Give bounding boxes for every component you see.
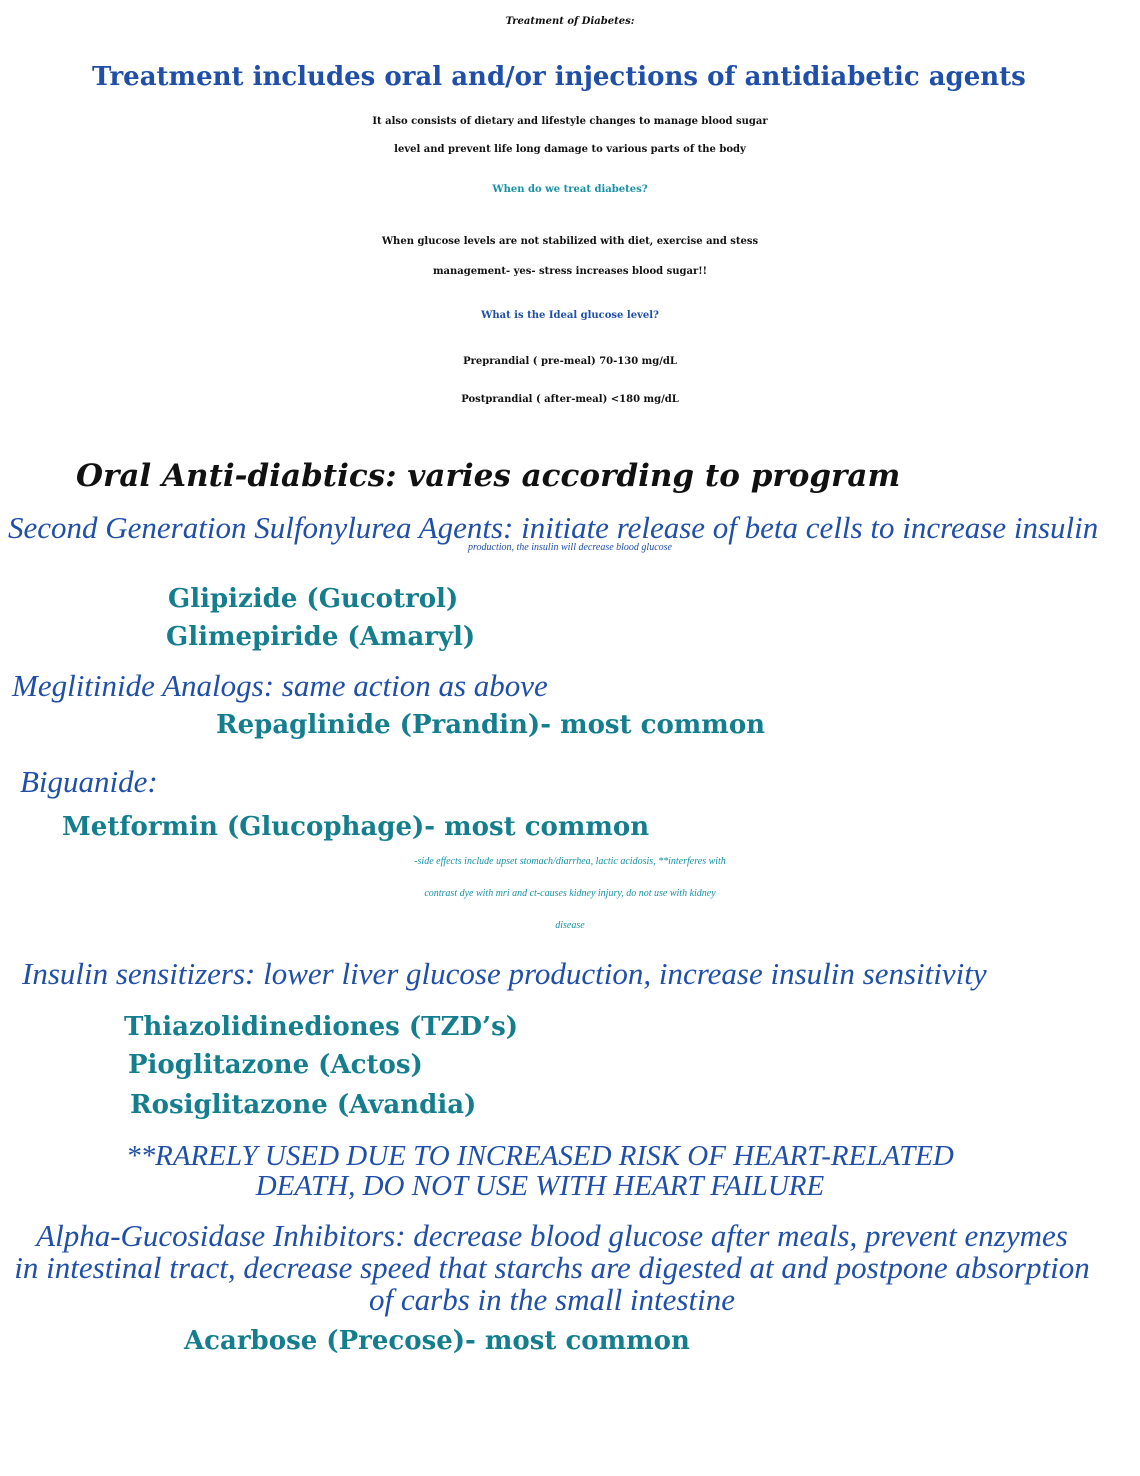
drug-glimepiride: Glimepiride (Amaryl) bbox=[166, 622, 476, 652]
when-text-line-2: management- yes- stress increases blood sugar!! bbox=[432, 266, 708, 277]
tzd-warning-line-1: **RARELY USED DUE TO INCREASED RISK OF HEART-RELATED bbox=[126, 1140, 954, 1172]
biguanide-heading: Biguanide: bbox=[20, 764, 158, 799]
alpha-text-line-1: Alpha-Gucosidase Inhibitors: decrease blood glucose after meals, prevent enzymes bbox=[36, 1218, 1068, 1253]
when-heading: When do we treat diabetes? bbox=[492, 184, 648, 195]
alpha-text-line-2: in intestinal tract, decrease speed that starchs are digested at and postpone absorption bbox=[14, 1250, 1090, 1285]
oral-heading: Oral Anti-diabtics: varies according to program bbox=[76, 458, 901, 494]
sulfonylurea-text-line-2: production, the insulin will decrease blood glucose bbox=[468, 542, 672, 553]
intro-text: Treatment includes oral and/or injections of antidiabetic agents bbox=[92, 62, 1026, 92]
sulfonylurea-text-line-1: Second Generation Sulfonylurea Agents: initiate release of beta cells to increase insulin bbox=[8, 510, 1099, 545]
meglitinide-text: Meglitinide Analogs: same action as above bbox=[12, 668, 548, 703]
drug-rosiglitazone: Rosiglitazone (Avandia) bbox=[130, 1090, 477, 1120]
postprandial-value: Postprandial ( after-meal) <180 mg/dL bbox=[461, 394, 679, 405]
drug-acarbose: Acarbose (Precose)- most common bbox=[184, 1326, 690, 1356]
metformin-side-effects-line-1: -side effects include upset stomach/diarrhea, lactic acidosis, **interferes with bbox=[414, 856, 726, 867]
drug-metformin: Metformin (Glucophage)- most common bbox=[62, 812, 650, 842]
lifestyle-text-line-2: level and prevent life long damage to various parts of the body bbox=[394, 144, 746, 155]
metformin-side-effects-line-2: contrast dye with mri and ct-causes kidney injury, do not use with kidney bbox=[424, 888, 716, 899]
alpha-text-line-3: of carbs in the small intestine bbox=[369, 1282, 735, 1317]
tzd-warning-line-2: DEATH, DO NOT USE WITH HEART FAILURE bbox=[255, 1170, 825, 1202]
ideal-heading: What is the Ideal glucose level? bbox=[481, 310, 659, 321]
sensitizers-text: Insulin sensitizers: lower liver glucose production, increase insulin sensitivity bbox=[22, 956, 987, 991]
drug-repaglinide: Repaglinide (Prandin)- most common bbox=[216, 710, 766, 740]
preprandial-value: Preprandial ( pre-meal) 70-130 mg/dL bbox=[463, 356, 677, 367]
page-title: Treatment of Diabetes: bbox=[505, 16, 635, 27]
drug-pioglitazone: Pioglitazone (Actos) bbox=[128, 1050, 423, 1080]
drug-glipizide: Glipizide (Gucotrol) bbox=[168, 584, 459, 614]
lifestyle-text-line-1: It also consists of dietary and lifestyle changes to manage blood sugar bbox=[372, 116, 768, 127]
when-text-line-1: When glucose levels are not stabilized with diet, exercise and stess bbox=[381, 236, 759, 247]
drug-thiazolidinediones: Thiazolidinediones (TZD’s) bbox=[124, 1012, 519, 1042]
metformin-side-effects-line-3: disease bbox=[555, 920, 585, 931]
